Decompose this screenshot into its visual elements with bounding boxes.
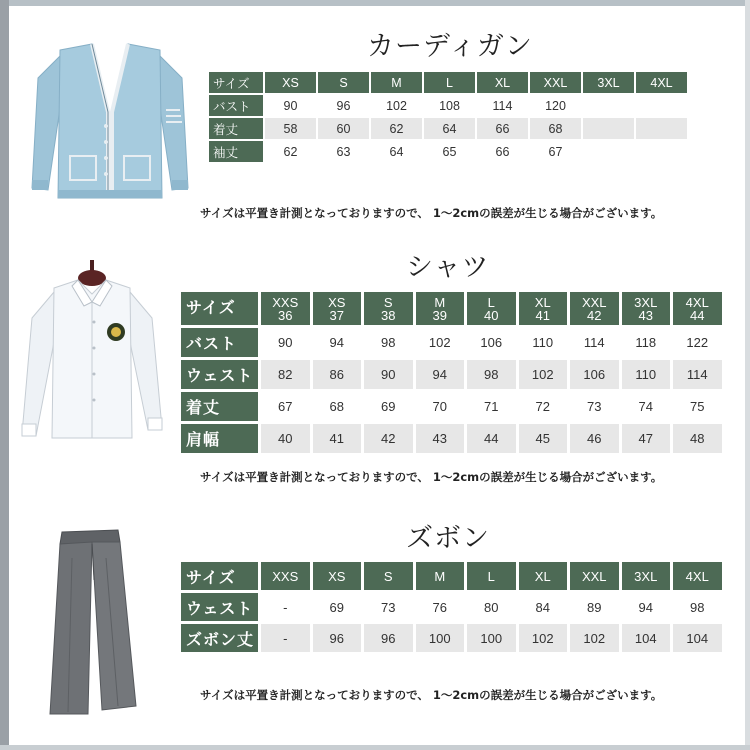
header-cell: 3XL xyxy=(583,72,634,93)
table-cell: 66 xyxy=(477,141,528,162)
table-cell: 98 xyxy=(673,593,722,621)
table-cell: 102 xyxy=(416,328,465,357)
cardigan-title: カーディガン xyxy=(367,31,533,62)
table-cell: 100 xyxy=(467,624,516,652)
header-cell xyxy=(622,292,671,325)
header-cell xyxy=(416,292,465,325)
pants-image xyxy=(40,528,150,718)
table-cell: 69 xyxy=(364,392,413,421)
frame-bottom-border xyxy=(0,745,750,750)
header-cell: サイズ xyxy=(209,72,263,93)
table-cell: 66 xyxy=(477,118,528,139)
table-cell: 63 xyxy=(318,141,369,162)
size-label: 3XL xyxy=(634,294,658,310)
size-label: S xyxy=(383,294,393,310)
header-cell xyxy=(673,292,722,325)
row-label: 着丈 xyxy=(209,118,263,139)
table-header-row xyxy=(181,292,722,325)
frame-right-border xyxy=(745,0,750,750)
table-cell: 62 xyxy=(371,118,422,139)
header-cell xyxy=(313,292,362,325)
table-cell: 90 xyxy=(265,95,316,116)
row-label: ズボン丈 xyxy=(181,624,258,652)
table-cell: 100 xyxy=(416,624,465,652)
header-cell xyxy=(519,292,568,325)
table-cell: 120 xyxy=(530,95,581,116)
row-label: 着丈 xyxy=(181,392,258,421)
header-cell: XL xyxy=(519,562,568,590)
pants-size-table xyxy=(178,559,725,655)
header-cell xyxy=(570,292,619,325)
shirt-title: シャツ xyxy=(406,252,490,283)
header-cell xyxy=(467,292,516,325)
table-cell: 68 xyxy=(313,392,362,421)
pants-note: サイズは平置き計測となっておりますので、 1～2cmの誤差が生じる場合がございます。 xyxy=(200,688,663,702)
row-label: 肩幅 xyxy=(181,424,258,453)
header-cell: 3XL xyxy=(622,562,671,590)
table-cell: 71 xyxy=(467,392,516,421)
header-cell: M xyxy=(416,562,465,590)
table-cell: 96 xyxy=(364,624,413,652)
shirt-image xyxy=(14,258,174,448)
size-label: XL xyxy=(534,294,551,310)
header-cell: L xyxy=(424,72,475,93)
table-cell: 62 xyxy=(265,141,316,162)
table-cell: 104 xyxy=(673,624,722,652)
table-cell: 114 xyxy=(477,95,528,116)
table-cell: 67 xyxy=(530,141,581,162)
table-cell: - xyxy=(261,593,310,621)
size-number: 38 xyxy=(381,307,396,323)
table-cell: 102 xyxy=(570,624,619,652)
table-row xyxy=(209,118,687,139)
table-cell: 44 xyxy=(467,424,516,453)
table-cell: 94 xyxy=(416,360,465,389)
size-number: 40 xyxy=(484,307,499,323)
table-cell: 60 xyxy=(318,118,369,139)
table-cell: 73 xyxy=(570,392,619,421)
header-cell: XL xyxy=(477,72,528,93)
table-cell: 122 xyxy=(673,328,722,357)
table-cell: 108 xyxy=(424,95,475,116)
table-cell xyxy=(583,118,634,139)
size-number: 44 xyxy=(690,307,705,323)
header-cell: サイズ xyxy=(181,292,258,325)
table-cell: 76 xyxy=(416,593,465,621)
table-cell: 48 xyxy=(673,424,722,453)
row-label: ウェスト xyxy=(181,360,258,389)
size-number: 43 xyxy=(638,307,653,323)
frame-left-border xyxy=(0,0,9,750)
table-cell: 90 xyxy=(261,328,310,357)
table-cell: 106 xyxy=(570,360,619,389)
table-cell: 80 xyxy=(467,593,516,621)
size-number: 36 xyxy=(278,307,293,323)
header-cell: XS xyxy=(265,72,316,93)
table-cell: 94 xyxy=(313,328,362,357)
pants-title: ズボン xyxy=(406,523,490,554)
header-cell: XXL xyxy=(530,72,581,93)
table-cell: 104 xyxy=(622,624,671,652)
table-cell: 114 xyxy=(673,360,722,389)
table-row xyxy=(181,624,722,652)
header-cell: XS xyxy=(313,562,362,590)
table-cell: 102 xyxy=(519,360,568,389)
size-number: 41 xyxy=(535,307,550,323)
table-header-row xyxy=(181,562,722,590)
table-cell: 96 xyxy=(313,624,362,652)
table-cell: 106 xyxy=(467,328,516,357)
row-label: 袖丈 xyxy=(209,141,263,162)
table-row xyxy=(209,95,687,116)
table-cell: 64 xyxy=(371,141,422,162)
shirt-size-table xyxy=(178,289,725,456)
table-cell: 41 xyxy=(313,424,362,453)
table-cell: 86 xyxy=(313,360,362,389)
table-row xyxy=(181,593,722,621)
table-cell xyxy=(583,95,634,116)
size-label: L xyxy=(487,294,495,310)
size-label: M xyxy=(434,294,446,310)
table-cell: 69 xyxy=(313,593,362,621)
size-label: XXS xyxy=(272,294,299,310)
table-cell: 90 xyxy=(364,360,413,389)
table-row xyxy=(209,141,687,162)
table-cell: 98 xyxy=(364,328,413,357)
table-cell: 64 xyxy=(424,118,475,139)
table-cell: 84 xyxy=(519,593,568,621)
table-cell: 89 xyxy=(570,593,619,621)
header-cell: XXS xyxy=(261,562,310,590)
table-cell: 65 xyxy=(424,141,475,162)
table-cell: 94 xyxy=(622,593,671,621)
header-cell: XXL xyxy=(570,562,619,590)
header-cell: 4XL xyxy=(636,72,687,93)
header-cell: S xyxy=(318,72,369,93)
table-row xyxy=(181,424,722,453)
size-label: 4XL xyxy=(685,294,709,310)
table-cell: 67 xyxy=(261,392,310,421)
table-cell: 110 xyxy=(622,360,671,389)
table-cell: 70 xyxy=(416,392,465,421)
table-cell: 42 xyxy=(364,424,413,453)
table-row xyxy=(181,360,722,389)
cardigan-size-table xyxy=(207,70,689,164)
cardigan-note: サイズは平置き計測となっておりますので、 1～2cmの誤差が生じる場合がございます。 xyxy=(200,206,663,220)
frame-top-border xyxy=(0,0,750,6)
table-row xyxy=(181,328,722,357)
header-cell xyxy=(364,292,413,325)
table-cell: 96 xyxy=(318,95,369,116)
table-cell xyxy=(636,95,687,116)
table-cell: 118 xyxy=(622,328,671,357)
table-cell: 114 xyxy=(570,328,619,357)
table-cell: 102 xyxy=(371,95,422,116)
cardigan-image xyxy=(30,38,190,208)
header-cell: 4XL xyxy=(673,562,722,590)
table-cell: 40 xyxy=(261,424,310,453)
table-cell: 73 xyxy=(364,593,413,621)
row-label: バスト xyxy=(209,95,263,116)
table-cell: 45 xyxy=(519,424,568,453)
row-label: バスト xyxy=(181,328,258,357)
header-cell: M xyxy=(371,72,422,93)
table-cell: 72 xyxy=(519,392,568,421)
table-cell: 75 xyxy=(673,392,722,421)
table-header-row xyxy=(209,72,687,93)
size-number: 39 xyxy=(432,307,447,323)
table-cell: - xyxy=(261,624,310,652)
table-cell: 58 xyxy=(265,118,316,139)
size-number: 37 xyxy=(329,307,344,323)
table-cell xyxy=(636,118,687,139)
header-cell: S xyxy=(364,562,413,590)
size-label: XXL xyxy=(581,294,607,310)
shirt-note: サイズは平置き計測となっておりますので、 1～2cmの誤差が生じる場合がございます。 xyxy=(200,470,663,484)
table-cell xyxy=(583,141,634,162)
header-cell: L xyxy=(467,562,516,590)
table-cell: 98 xyxy=(467,360,516,389)
table-row xyxy=(181,392,722,421)
size-label: XS xyxy=(328,294,346,310)
table-cell: 47 xyxy=(622,424,671,453)
table-cell: 68 xyxy=(530,118,581,139)
table-cell: 102 xyxy=(519,624,568,652)
table-cell: 74 xyxy=(622,392,671,421)
table-cell: 46 xyxy=(570,424,619,453)
table-cell: 82 xyxy=(261,360,310,389)
table-cell: 43 xyxy=(416,424,465,453)
table-cell xyxy=(636,141,687,162)
table-cell: 110 xyxy=(519,328,568,357)
header-cell xyxy=(261,292,310,325)
size-number: 42 xyxy=(587,307,602,323)
header-cell: サイズ xyxy=(181,562,258,590)
row-label: ウェスト xyxy=(181,593,258,621)
